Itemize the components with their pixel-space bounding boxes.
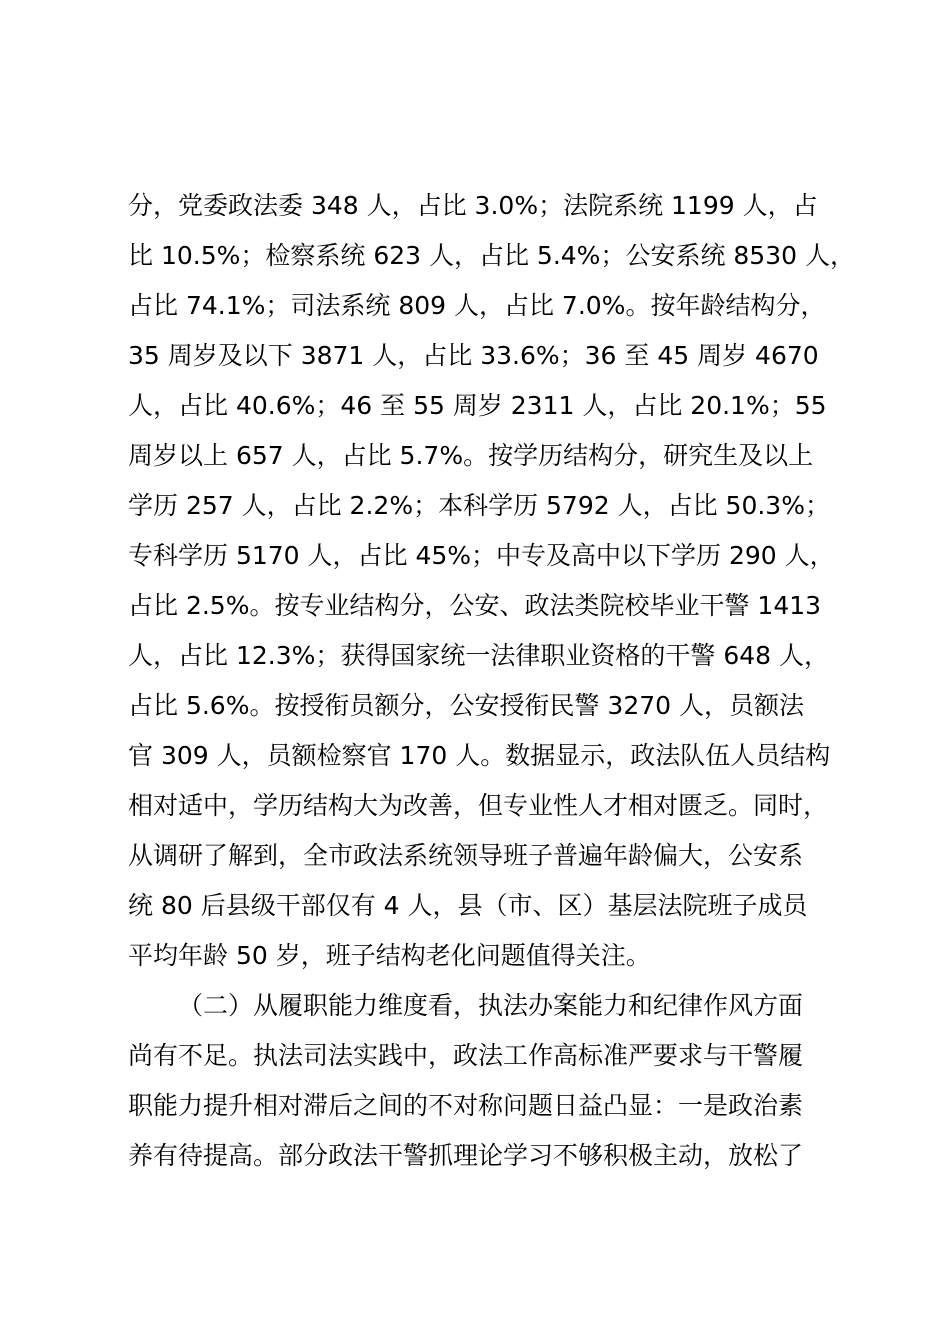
text-line: 尚有不足。执法司法实践中，政法工作高标准严要求与干警履	[128, 1041, 804, 1070]
text-line: 占比 2.5%。按专业结构分，公安、政法类院校毕业干警 1413	[128, 591, 822, 620]
text-line: 专科学历 5170 人，占比 45%；中专及高中以下学历 290 人，	[128, 541, 835, 570]
body-text	[128, 181, 858, 1181]
text-line: 占比 74.1%；司法系统 809 人，占比 7.0%。按年龄结构分，	[128, 291, 826, 320]
text-line: 人，占比 12.3%；获得国家统一法律职业资格的干警 648 人，	[128, 641, 829, 670]
text-line: 相对适中，学历结构大为改善，但专业性人才相对匮乏。同时，	[128, 791, 829, 820]
text-line: 人，占比 40.6%；46 至 55 周岁 2311 人，占比 20.1%；55	[128, 391, 827, 420]
text-line: 统 80 后县级干部仅有 4 人，县（市、区）基层法院班子成员	[128, 891, 808, 920]
text-line: 35 周岁及以下 3871 人，占比 33.6%；36 至 45 周岁 4670	[128, 341, 819, 370]
paragraph-heading-line: （二）从履职能力维度看，执法办案能力和纪律作风方面	[178, 991, 804, 1020]
text-line: 职能力提升相对滞后之间的不对称问题日益凸显：一是政治素	[128, 1091, 804, 1120]
text-line: 平均年龄 50 岁，班子结构老化问题值得关注。	[128, 941, 651, 970]
text-line: 学历 257 人，占比 2.2%；本科学历 5792 人，占比 50.3%；	[128, 491, 830, 520]
text-line: 从调研了解到，全市政法系统领导班子普遍年龄偏大，公安系	[128, 841, 804, 870]
text-line: 比 10.5%；检察系统 623 人，占比 5.4%；公安系统 8530 人，	[128, 241, 855, 270]
text-line: 分，党委政法委 348 人，占比 3.0%；法院系统 1199 人，占	[128, 191, 818, 220]
text-line: 周岁以上 657 人，占比 5.7%。按学历结构分，研究生及以上	[128, 441, 814, 470]
text-line: 养有待提高。部分政法干警抓理论学习不够积极主动，放松了	[128, 1141, 804, 1170]
text-line: 占比 5.6%。按授衔员额分，公安授衔民警 3270 人，员额法	[128, 691, 804, 720]
text-line: 官 309 人，员额检察官 170 人。数据显示，政法队伍人员结构	[128, 741, 831, 770]
